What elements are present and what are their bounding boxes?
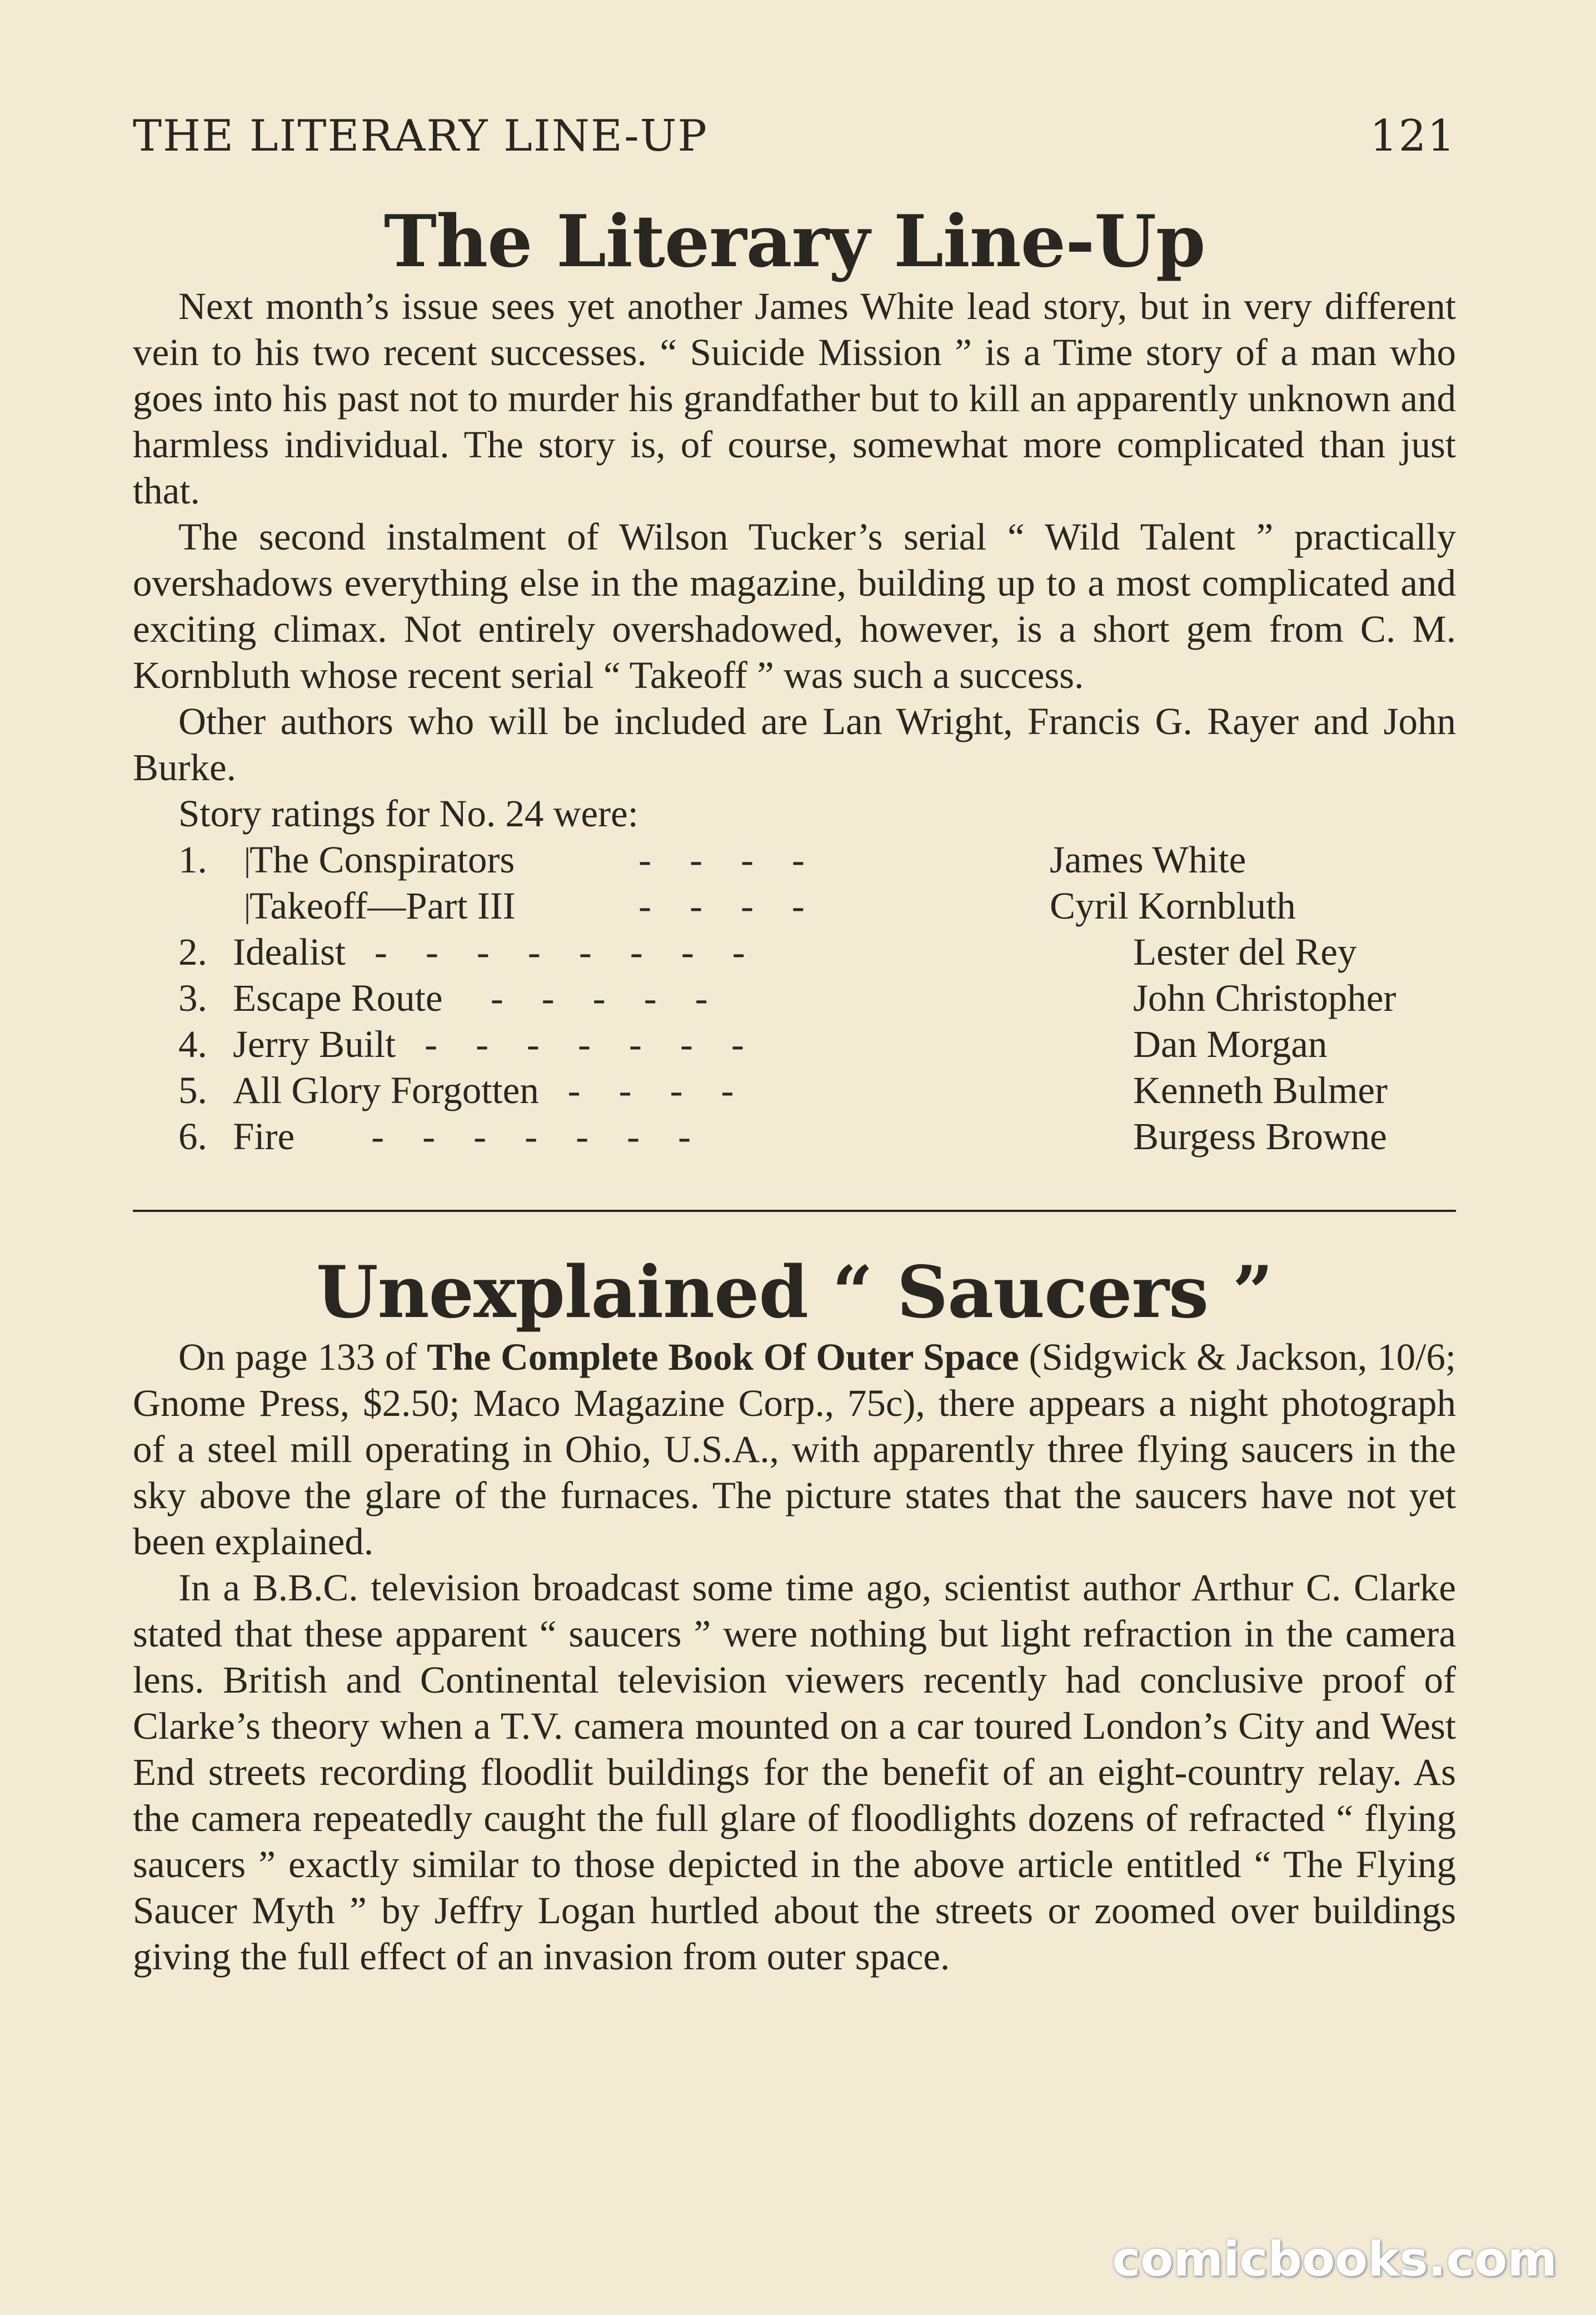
brace-mark: | [244,841,251,878]
leader-dashes: - - - - - - - [424,1023,744,1065]
paragraph: The second instalment of Wilson Tucker’s serial “ Wild Talent ” practically overshadows everything else in the magazine, building up to a most complicated and exciting climax. Not entirely overshadowed, however, is a short gem from C. M. Kornbluth whose recent serial “ Takeoff ” was such a success. [133,516,1456,696]
page-content [133,200,1456,1980]
list-item [133,1114,1456,1160]
story-title-text: All Glory Forgotten [233,1069,539,1111]
story-title [233,929,1133,975]
story-title-text: Jerry Built [233,1023,396,1065]
list-item [133,1021,1456,1067]
running-head [133,111,1456,161]
story-author: James White [1050,839,1246,881]
leader-dashes: - - - - - - - [371,1115,691,1158]
watermark-logo: comicbooks.com [1112,2232,1557,2287]
story-title-text: Idealist [233,931,346,973]
section-title-unexplained-saucers: Unexplained “ Saucers ” [316,1251,1273,1334]
section-title-literary-lineup: The Literary Line-Up [383,200,1205,283]
text-run: On page 133 of [178,1336,427,1378]
leader-dashes: - - - - - [490,977,708,1019]
story-title [233,975,1133,1021]
story-title-text: Fire [233,1115,295,1158]
leader-dashes: - - - - [639,839,805,881]
list-item [133,883,1456,929]
story-author: Dan Morgan [1133,1023,1328,1065]
story-title-text: Escape Route [233,977,443,1019]
leader-dashes: - - - - - - - - [374,931,745,973]
book-title: The Complete Book Of Outer Space [427,1336,1019,1378]
story-author: John Christopher [1133,977,1397,1019]
section-divider [133,1210,1456,1212]
story-title [233,1067,1133,1114]
page-number: 121 [1370,111,1456,161]
list-item [133,837,1456,883]
rating-number: 1. [178,839,207,881]
story-title [233,1114,1133,1160]
list-item [133,975,1456,1021]
list-item [133,929,1456,975]
ratings-intro: Story ratings for No. 24 were: [178,792,639,835]
story-title: The Conspirators [250,839,515,881]
paragraph: In a B.B.C. television broadcast some time ago, scientist author Arthur C. Clarke stated that these apparent “ saucers ” were nothing but light refraction in the camera lens. British and Continental television viewers recently had conclusive proof of Clarke’s theory when a T.V. camera mounted on a car toured London’s City and West End streets recording floodlit buildings for the benefit of an eight-country relay. As the camera repeatedly caught the full glare of floodlights dozens of refracted “ flying saucers ” exactly similar to those depicted in the above article entitled “ The Flying Saucer Myth ” by Jeffry Logan hurtled about the streets or zoomed over buildings giving the full effect of an invasion from outer space. [133,1566,1456,1978]
story-author: Burgess Browne [1133,1115,1387,1158]
story-author: Lester del Rey [1133,931,1357,973]
story-author: Cyril Kornbluth [1050,885,1296,927]
text-run: (Sidgwick & Jackson, 10/6; Gnome Press, $2.50; Maco Magazine Corp., 75c), there appears a night photograph of a steel mill operating in Ohio, U.S.A., with apparently three flying saucers in the sky above the glare of the furnaces. The picture states that the saucers have not yet been explained. [133,1336,1456,1563]
paragraph: Other authors who will be included are Lan Wright, Francis G. Rayer and John Burke. [133,700,1456,789]
rating-number: 6. [178,1115,207,1158]
rating-number: 5. [178,1069,207,1111]
paragraph: Next month’s issue sees yet another James White lead story, but in very different vein to his two recent successes. “ Suicide Mission ” is a Time story of a man who goes into his past not to murder his grandfather but to kill an apparently unknown and harmless individual. The story is, of course, somewhat more complicated than just that. [133,285,1456,512]
story-ratings-list [133,837,1456,1160]
rating-number: 2. [178,931,207,973]
brace-mark: | [244,887,251,924]
story-author: Kenneth Bulmer [1133,1069,1388,1111]
paragraph [133,1334,1456,1565]
list-item [133,1067,1456,1114]
leader-dashes: - - - - [567,1069,734,1111]
running-head-title: THE LITERARY LINE-UP [133,111,708,161]
rating-number: 3. [178,977,207,1019]
story-title [233,1021,1133,1067]
rating-number: 4. [178,1023,207,1065]
story-title: Takeoff—Part III [250,885,516,927]
leader-dashes: - - - - [639,885,805,927]
